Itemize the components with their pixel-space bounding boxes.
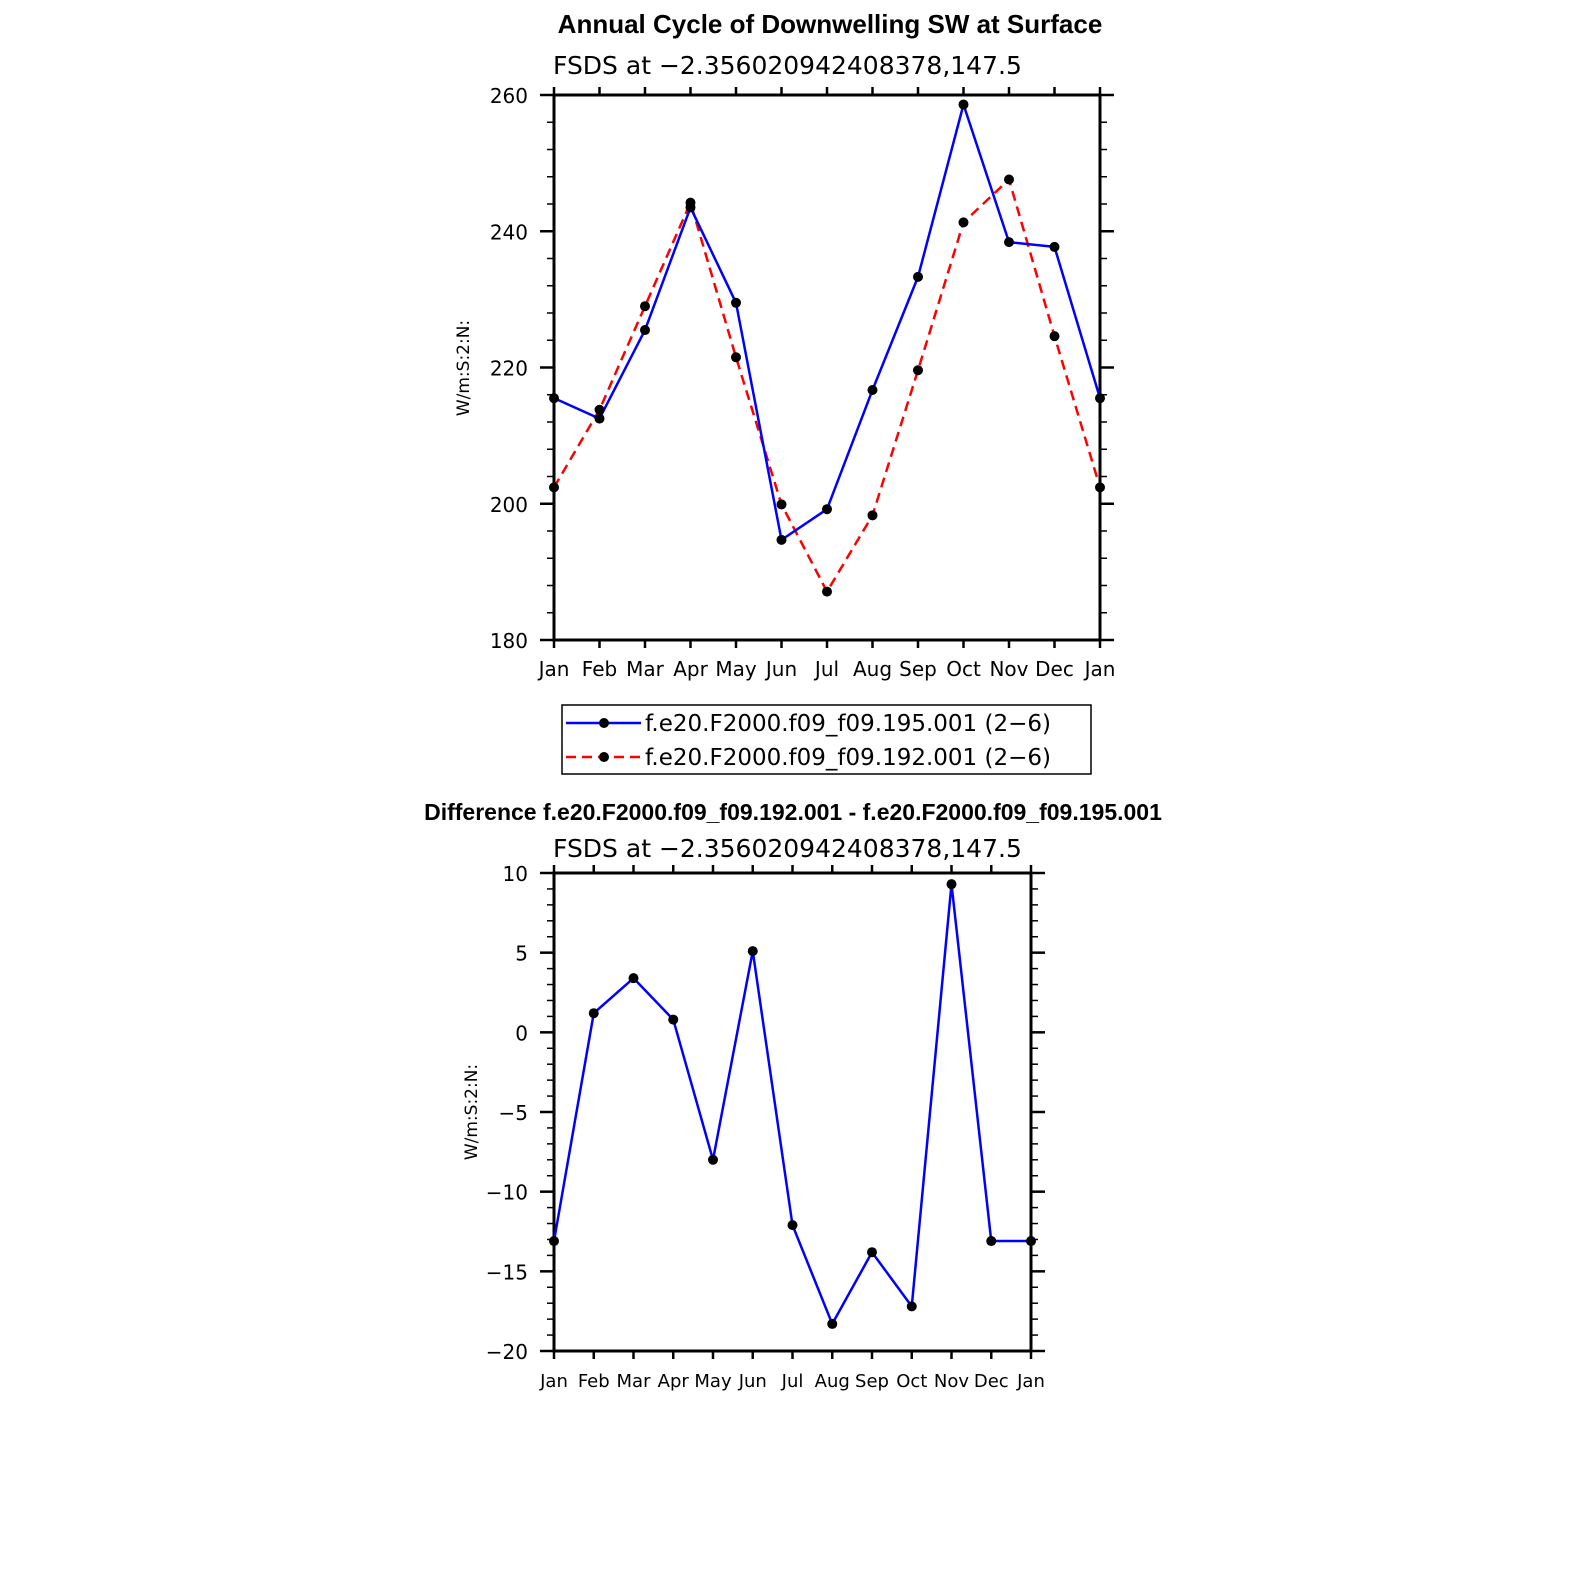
data-point-series-2 (549, 482, 559, 492)
data-point-series-2 (640, 301, 650, 311)
data-point-series-1 (913, 272, 923, 282)
x-tick-label: Jul (781, 1371, 804, 1392)
x-tick-label: Oct (946, 657, 981, 681)
data-point-series-2 (1050, 331, 1060, 341)
x-tick-label: Dec (973, 1371, 1009, 1392)
y-axis-label: W/m:S:2:N: (454, 319, 474, 417)
data-point-series-1 (589, 1008, 599, 1018)
x-tick-label: Jan (540, 1371, 568, 1392)
x-tick-label: Aug (852, 657, 893, 681)
legend-label-series-1: f.e20.F2000.f09_f09.195.001 (2−6) (645, 711, 1051, 737)
data-point-series-1 (1095, 393, 1105, 403)
y-tick-label: 5 (515, 941, 528, 966)
x-tick-label: Jun (765, 657, 798, 681)
chart-subtitle: FSDS at −2.356020942408378,147.5 (553, 51, 1022, 80)
x-tick-label: Sep (899, 657, 937, 681)
data-point-series-2 (731, 352, 741, 362)
data-point-series-1 (1050, 242, 1060, 252)
data-point-series-1 (668, 1015, 678, 1025)
y-tick-label: 220 (489, 356, 528, 381)
x-tick-label: May (694, 1371, 732, 1392)
legend-marker-series-2 (599, 752, 609, 762)
y-tick-label: 10 (502, 862, 528, 886)
y-tick-label: 180 (489, 629, 528, 653)
x-tick-label: Jan (1084, 657, 1116, 681)
legend-label-series-2: f.e20.F2000.f09_f09.192.001 (2−6) (645, 745, 1051, 771)
data-point-series-1 (986, 1236, 996, 1246)
data-point-series-1 (788, 1220, 798, 1230)
chart-title: Annual Cycle of Downwelling SW at Surface (557, 9, 1103, 39)
x-tick-label: Feb (577, 1371, 610, 1392)
x-tick-label: Mar (626, 657, 664, 681)
data-point-series-1 (640, 325, 650, 335)
x-tick-label: Mar (616, 1371, 651, 1392)
y-tick-label: −10 (485, 1180, 528, 1205)
data-point-series-1 (827, 1319, 837, 1329)
x-tick-label: May (715, 657, 757, 681)
data-point-series-2 (1095, 482, 1105, 492)
data-point-series-1 (822, 504, 832, 514)
chart-subtitle: FSDS at −2.356020942408378,147.5 (553, 834, 1022, 863)
chart-title: Difference f.e20.F2000.f09_f09.192.001 - f.e20.F2000.f09_f09.195.001 (424, 799, 1162, 825)
y-tick-label: −5 (498, 1101, 528, 1125)
data-point-series-1 (907, 1301, 917, 1311)
data-point-series-1 (731, 298, 741, 308)
data-point-series-1 (1026, 1236, 1036, 1246)
data-point-series-2 (686, 198, 696, 208)
data-point-series-1 (748, 946, 758, 956)
y-tick-label: −15 (485, 1260, 528, 1285)
y-tick-label: 0 (515, 1021, 528, 1046)
y-tick-label: −20 (485, 1340, 528, 1364)
legend (562, 705, 1091, 774)
x-tick-label: Jul (814, 657, 840, 681)
data-point-series-2 (868, 510, 878, 520)
y-tick-label: 260 (489, 84, 528, 108)
x-tick-label: Sep (855, 1371, 889, 1392)
y-tick-label: 240 (489, 220, 528, 245)
data-point-series-1 (777, 535, 787, 545)
data-point-series-1 (549, 1236, 559, 1246)
data-point-series-1 (595, 414, 605, 424)
data-point-series-1 (947, 879, 957, 889)
x-tick-label: Nov (989, 657, 1029, 681)
y-tick-label: 200 (489, 492, 528, 517)
data-point-series-2 (959, 217, 969, 227)
x-tick-label: Jan (1017, 1371, 1045, 1392)
x-tick-label: Oct (896, 1371, 928, 1392)
data-point-series-2 (595, 405, 605, 415)
data-point-series-1 (708, 1155, 718, 1165)
data-point-series-1 (867, 1247, 877, 1257)
x-tick-label: Apr (673, 657, 708, 681)
data-point-series-1 (868, 385, 878, 395)
x-tick-label: Feb (581, 657, 618, 681)
y-axis-label: W/m:S:2:N: (462, 1063, 482, 1161)
data-point-series-2 (777, 499, 787, 509)
data-point-series-1 (1004, 237, 1014, 247)
data-point-series-2 (1004, 174, 1014, 184)
data-point-series-1 (959, 100, 969, 110)
x-tick-label: Apr (657, 1371, 689, 1392)
data-point-series-1 (549, 393, 559, 403)
x-tick-label: Dec (1035, 657, 1074, 681)
x-tick-label: Nov (933, 1371, 970, 1392)
data-point-series-2 (822, 587, 832, 597)
x-tick-label: Aug (814, 1371, 850, 1392)
data-point-series-2 (913, 365, 923, 375)
legend-marker-series-1 (599, 718, 609, 728)
x-tick-label: Jan (538, 657, 570, 681)
data-point-series-1 (629, 973, 639, 983)
x-tick-label: Jun (738, 1371, 767, 1392)
